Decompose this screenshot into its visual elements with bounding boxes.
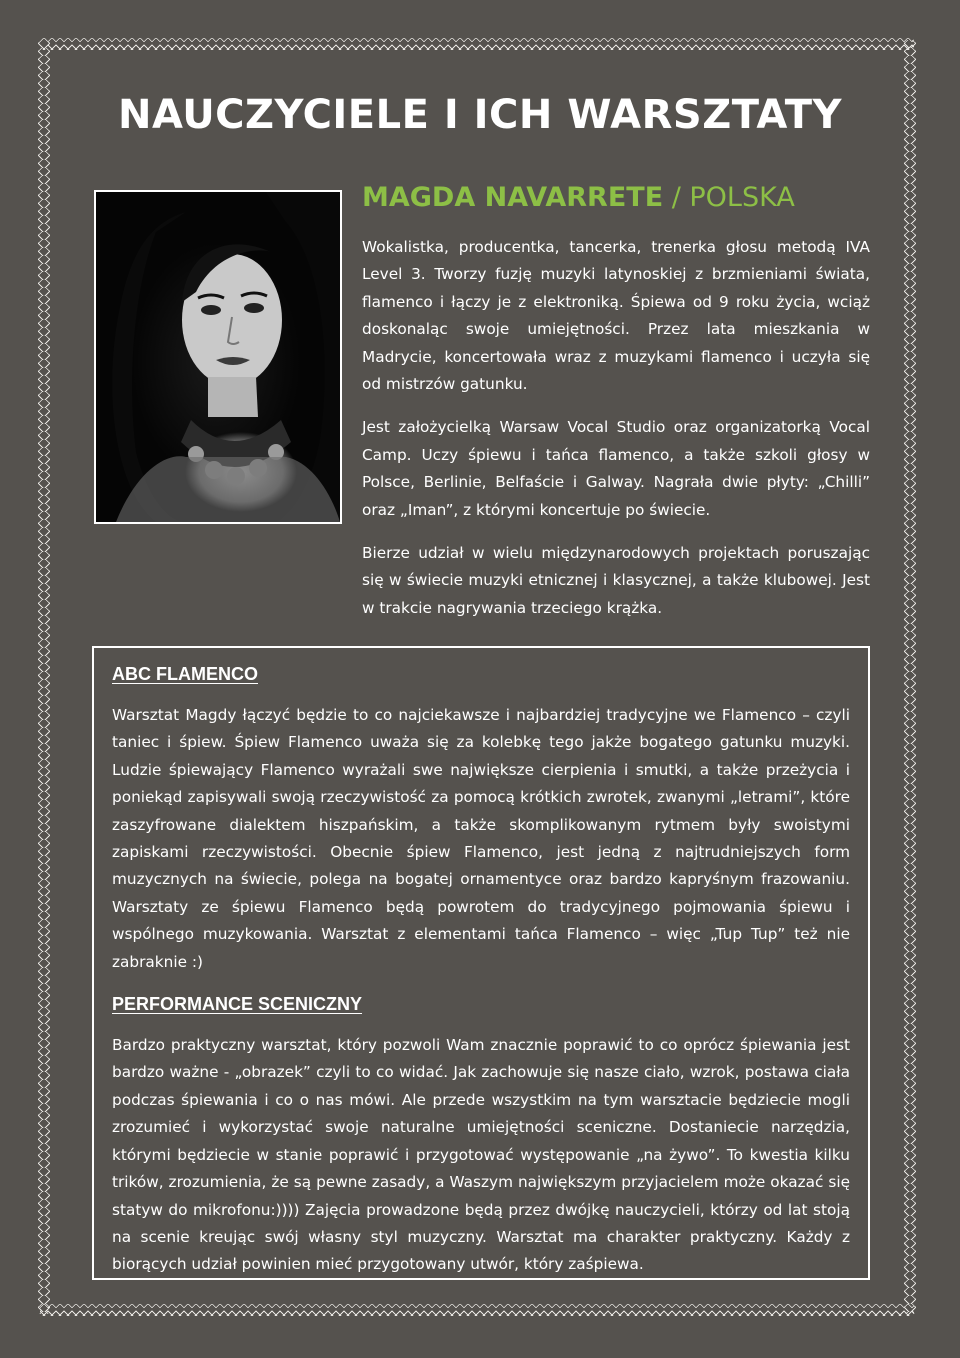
teacher-photo — [94, 190, 342, 524]
teacher-country: / POLSKA — [663, 182, 795, 213]
teacher-bio — [362, 234, 870, 638]
bio-paragraph: Bierze udział w wielu międzynarodowych projektach poruszając się w świecie muzyki etnicznej i klasycznej, a także klubowej. Jest w trakcie nagrywania trzeciego krążka. — [362, 544, 870, 617]
portrait-illustration — [96, 192, 340, 522]
workshop-title: PERFORMANCE SCENICZNY — [112, 994, 363, 1015]
decorative-border-left — [38, 40, 50, 1314]
page-title: NAUCZYCIELE I ICH WARSZTATY — [117, 92, 842, 138]
teacher-name-heading — [362, 182, 795, 213]
workshop-description: Bardzo praktyczny warsztat, który pozwoli Wam znacznie poprawić to co oprócz śpiewania jest bardzo ważne - „obrazek” czyli to co widać. Jak zachowuje się nasze ciało, wzrok, postawa ciała podczas śpiewania i co o nas mówi. Ale przede wszystkim na tym warsztacie będziecie mogli zrozumieć i wykorzystać swoje naturalne umiejętności sceniczne. Dostaniecie narzędzia, którymi będziecie w stanie poprawić i przygotować występowanie „na żywo”. To kwestia kilku trików, zrozumienia, że są pewne zasady, a Waszym największym przyjacielem może okazać się statyw do mikrofonu:)))) Zajęcia prowadzone będą przez dwójkę nauczycieli, którzy od lat stoją na scenie kreując swój własny styl muzyczny. Warsztat ma charakter praktyczny. Każdy z biorących udział powinien mieć przygotowany utwór, który zaśpiewa. — [112, 1036, 850, 1274]
decorative-border-top — [40, 38, 914, 50]
bio-paragraph: Wokalistka, producentka, tancerka, trenerka głosu metodą IVA Level 3. Tworzy fuzję muzyki latynoskiej z brzmieniami świata, flamenco i łączy je z elektroniką. Śpiewa od 9 roku życia, wciąż doskonaląc swoje umiejętności. Przez lata mieszkania w Madrycie, koncertowała wraz z muzykami flamenco i uczyła się od mistrzów gatunku. — [362, 238, 870, 394]
bio-paragraph: Jest założycielką Warsaw Vocal Studio oraz organizatorką Vocal Camp. Uczy śpiewu i tańca flamenco, a także szkoli głosy w Polsce, Berlinie, Belfaście i Galway. Nagrała dwie płyty: „Chilli” oraz „Iman”, z którymi koncertuje po świecie. — [362, 418, 870, 519]
workshop-description: Warsztat Magdy łączyć będzie to co najciekawsze i najbardziej tradycyjne we Flamenco – czyli taniec i śpiew. Śpiew Flamenco uważa się za kolebkę tego jakże bogatego gatunku muzyki. Ludzie śpiewający Flamenco wyrażali swe największe cierpienia i smutki, a także przeżycia i poniekąd zapisywali swoją rzeczywistość za pomocą krótkich zwrotek, zwanymi „letrami”, które zaszyfrowane dialektem hiszpańskim, a także skomplikowanym rytmem były swoistymi zapiskami rzeczywistości. Obecnie śpiew Flamenco, jest jedną z najtrudniejszych form muzycznych na świecie, polega na bogatej ornamentyce oraz bardzo kapryśnym frazowaniu. Warsztaty ze śpiewu Flamenco będą powrotem do tradycyjnego pojmowania śpiewu i wspólnego muzykowania. Warsztat z elementami tańca Flamenco – więc „Tup Tup” też nie zabraknie :) — [112, 706, 850, 971]
decorative-border-bottom — [40, 1304, 914, 1316]
workshop-title: ABC FLAMENCO — [112, 664, 258, 684]
workshops-box — [92, 646, 870, 1280]
decorative-border-right — [904, 40, 916, 1314]
teacher-name: MAGDA NAVARRETE — [362, 182, 664, 213]
